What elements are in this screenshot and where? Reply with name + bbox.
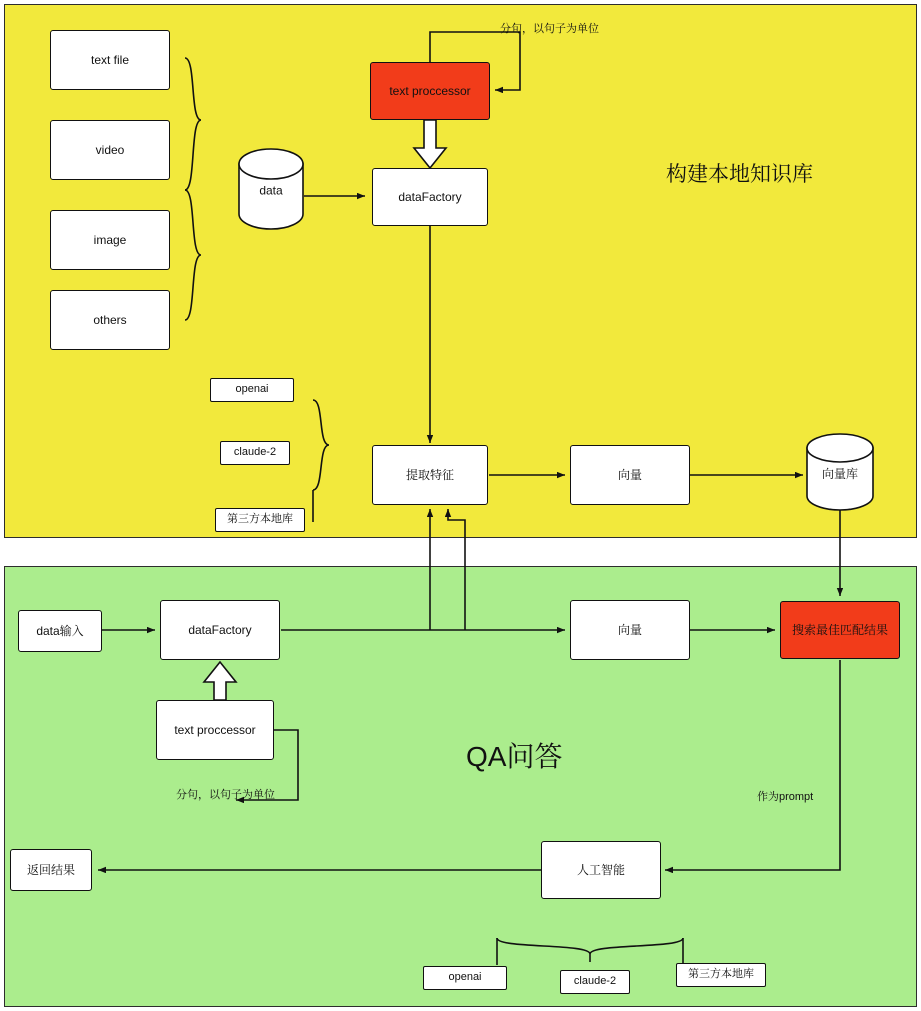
node-search-best-match[interactable]: 搜索最佳匹配结果 xyxy=(780,601,900,659)
annotation-as-prompt: 作为prompt xyxy=(757,791,814,803)
node-vector-bottom[interactable]: 向量 xyxy=(570,600,690,660)
node-data-factory-top[interactable]: dataFactory xyxy=(372,168,488,226)
node-data-store[interactable] xyxy=(238,148,304,230)
annotation-split-sentence-top: 分句，以句子为单位 xyxy=(500,23,599,35)
node-text-file[interactable]: text file xyxy=(50,30,170,90)
node-third-party-top[interactable]: 第三方本地库 xyxy=(215,508,305,532)
node-extract-feature[interactable]: 提取特征 xyxy=(372,445,488,505)
node-third-party-bottom[interactable]: 第三方本地库 xyxy=(676,963,766,987)
node-data-input[interactable]: data输入 xyxy=(18,610,102,652)
node-openai-top[interactable]: openai xyxy=(210,378,294,402)
section-title-knowledge-base: 构建本地知识库 xyxy=(666,163,813,186)
node-return-result[interactable]: 返回结果 xyxy=(10,849,92,891)
node-claude2-top[interactable]: claude-2 xyxy=(220,441,290,465)
node-text-processor-top[interactable]: text proccessor xyxy=(370,62,490,120)
node-image[interactable]: image xyxy=(50,210,170,270)
node-data-store-label: data xyxy=(259,183,283,198)
section-title-qa: QA问答 xyxy=(466,741,563,772)
node-vector-db[interactable] xyxy=(806,433,874,511)
node-vector-top[interactable]: 向量 xyxy=(570,445,690,505)
annotation-split-sentence-bottom: 分句，以句子为单位 xyxy=(176,789,275,801)
node-vector-db-label: 向量库 xyxy=(821,467,858,482)
node-video[interactable]: video xyxy=(50,120,170,180)
node-openai-bottom[interactable]: openai xyxy=(423,966,507,990)
node-claude2-bottom[interactable]: claude-2 xyxy=(560,970,630,994)
node-text-processor-bottom[interactable]: text proccessor xyxy=(156,700,274,760)
node-others[interactable]: others xyxy=(50,290,170,350)
node-ai[interactable]: 人工智能 xyxy=(541,841,661,899)
node-data-factory-bottom[interactable]: dataFactory xyxy=(160,600,280,660)
